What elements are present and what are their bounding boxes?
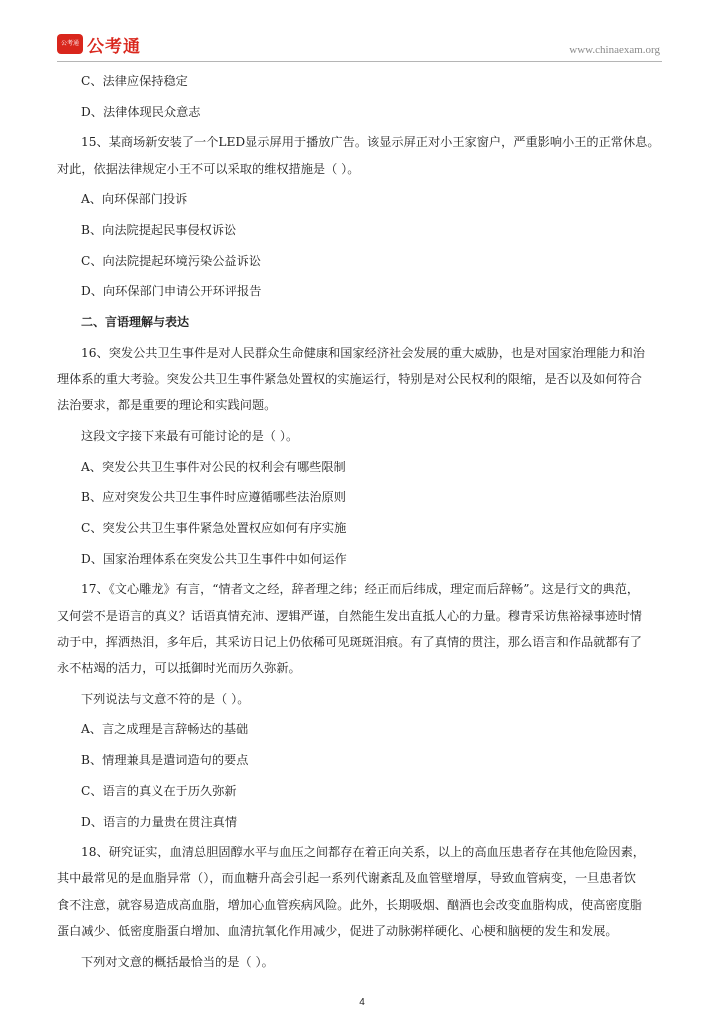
text-line: 18、研究证实，血清总胆固醇水平与血压之间都存在着正向关系，以上的高血压患者存在其他危险因素， — [81, 845, 645, 860]
text-line: 永不枯竭的活力，可以抵御时光而历久弥新。 — [57, 661, 301, 676]
text-line: 16、突发公共卫生事件是对人民群众生命健康和国家经济社会发展的重大威胁，也是对国家治理能力和治 — [81, 345, 645, 360]
text-line: 蛋白减少、低密度脂蛋白增加、血清抗氧化作用减少，促进了动脉粥样硬化、心梗和脑梗的发生和发展。 — [57, 923, 618, 938]
text-line: 其中最常见的是血脂异常（），而血糖升高会引起一系列代谢紊乱及血管壁增厚，导致血管病变，一旦患者饮 — [57, 871, 636, 886]
logo-badge-icon: 公考通 — [57, 34, 83, 54]
page-number: 4 — [359, 997, 365, 1008]
text-line: 理体系的重大考验。突发公共卫生事件紧急处置权的实施运行，特别是对公民权利的限缩，是否以及如何符合 — [57, 372, 642, 387]
text-line: C、突发公共卫生事件紧急处置权应如何有序实施 — [81, 521, 347, 536]
text-line: A、突发公共卫生事件对公民的权利会有哪些限制 — [81, 459, 346, 474]
brand-logo[interactable] — [57, 33, 141, 55]
text-line: 17、《文心雕龙》有言，“情者文之经，辞者理之纬；经正而后纬成，理定而后辞畅”。这是行文的典范， — [81, 582, 640, 597]
text-line: 又何尝不是语言的真义？话语真情充沛、逻辑严谨，自然能生发出直抵人心的力量。穆青采访焦裕禄事迹时情 — [57, 608, 642, 623]
header-divider — [57, 61, 662, 62]
text-line: B、应对突发公共卫生事件时应遵循哪些法治原则 — [81, 490, 346, 505]
site-url[interactable]: www.chinaexam.org — [569, 44, 660, 56]
text-line: D、向环保部门申请公开环评报告 — [81, 284, 262, 299]
text-line: 15、某商场新安装了一个LED显示屏用于播放广告。该显示屏正对小王家窗户，严重影响小王的正常休息。 — [81, 135, 660, 150]
text-line: A、言之成理是言辞畅达的基础 — [81, 722, 249, 737]
text-line: D、语言的力量贵在贯注真情 — [81, 814, 238, 829]
section-heading: 二、言语理解与表达 — [81, 315, 190, 330]
text-line: C、法律应保持稳定 — [81, 74, 188, 88]
text-line: 对此，依据法律规定小王不可以采取的维权措施是（ ）。 — [57, 161, 360, 176]
logo-text: 公考通 — [87, 36, 141, 57]
text-line: 动于中，挥洒热泪，多年后，其采访日记上仍依稀可见斑斑泪痕。有了真情的贯注，那么语言和作品就都有了 — [57, 634, 642, 649]
document-body — [57, 68, 667, 975]
text-line: D、国家治理体系在突发公共卫生事件中如何运作 — [81, 551, 347, 566]
text-line: 法治要求，都是重要的理论和实践问题。 — [57, 398, 277, 413]
text-line: 下列说法与文意不符的是（ ）。 — [81, 691, 250, 706]
text-line: C、向法院提起环境污染公益诉讼 — [81, 253, 261, 268]
text-line: A、向环保部门投诉 — [81, 192, 188, 207]
text-line: 下列对文意的概括最恰当的是（ ）。 — [81, 954, 274, 969]
page-header — [0, 0, 724, 64]
text-line: C、语言的真义在于历久弥新 — [81, 783, 237, 798]
text-line: D、法律体现民众意志 — [81, 104, 201, 119]
text-line: 这段文字接下来最有可能讨论的是（ ）。 — [81, 428, 299, 443]
text-line: 食不注意，就容易造成高血脂，增加心血管疾病风险。此外，长期吸烟、酗酒也会改变血脂构成，使高密度脂 — [57, 897, 642, 912]
text-line: B、情理兼具是遣词造句的要点 — [81, 753, 249, 768]
text-line: B、向法院提起民事侵权诉讼 — [81, 223, 237, 238]
